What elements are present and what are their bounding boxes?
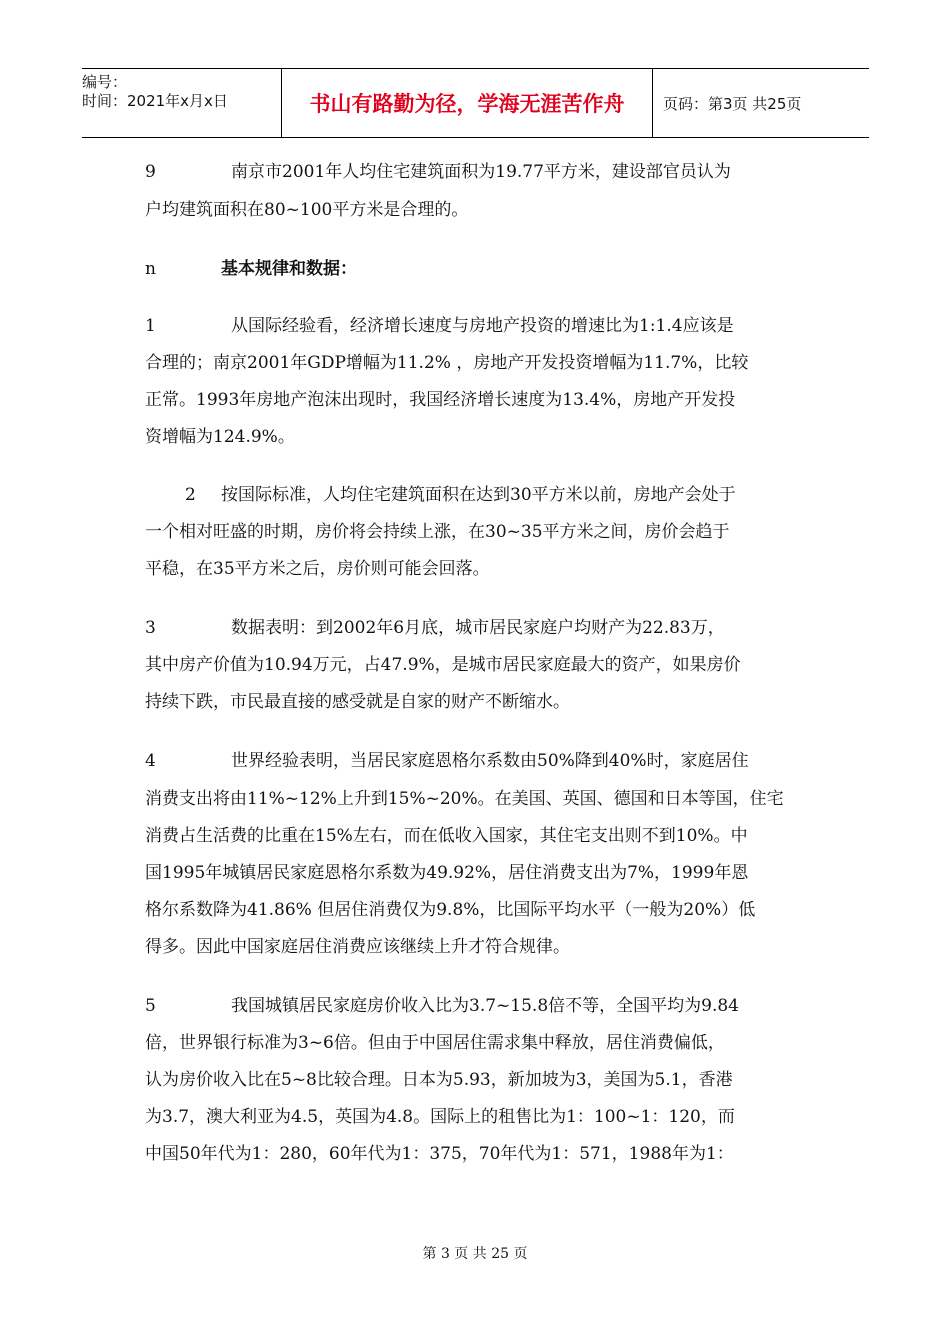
paragraph-number: 2 [185,485,196,505]
paragraph-5-line-4: 为3.7，澳大利亚为4.5，英国为4.8。国际上的租售比为1：100~1：120，而 [145,1107,735,1127]
paragraph-5-line-2: 倍，世界银行标准为3~6倍。但由于中国居住需求集中释放，居住消费偏低， [145,1033,725,1053]
paragraph-text: 我国城镇居民家庭房价收入比为3.7~15.8倍不等，全国平均为9.84 [231,996,739,1016]
paragraph-text: 世界经验表明，当居民家庭恩格尔系数由50%降到40%时，家庭居住 [231,751,749,771]
header-motto-cell [282,69,653,137]
paragraph-4-line-3: 消费占生活费的比重在15%左右，而在低收入国家，其住宅支出则不到10%。中 [145,826,748,846]
section-title: 基本规律和数据： [221,259,357,279]
paragraph-4-line-1 [145,748,749,774]
paragraph-1-line-1 [145,313,734,339]
paragraph-2-line-2: 一个相对旺盛的时期，房价将会持续上涨，在30~35平方米之间，房价会趋于 [145,522,730,542]
header-page-cell [653,69,869,137]
paragraph-3-line-2: 其中房产价值为10.94万元，占47.9%，是城市居民家庭最大的资产，如果房价 [145,655,741,675]
paragraph-1-line-3: 正常。1993年房地产泡沫出现时，我国经济增长速度为13.4%，房地产开发投 [145,390,736,410]
page-footer: 第 3 页 共 25 页 [422,1246,528,1262]
header-motto: 书山有路勤为径，学海无涯苦作舟 [309,92,625,116]
paragraph-number: 5 [145,996,156,1016]
paragraph-5-line-3: 认为房价收入比在5~8比较合理。日本为5.93，新加坡为3，美国为5.1，香港 [145,1070,733,1090]
paragraph-text: 南京市2001年人均住宅建筑面积为19.77平方米，建设部官员认为 [231,162,731,182]
paragraph-number: 1 [145,316,156,336]
paragraph-number: 4 [145,751,156,771]
paragraph-1-line-2: 合理的；南京2001年GDP增幅为11.2% ，房地产开发投资增幅为11.7%，比较 [145,353,749,373]
header-page-info: 页码：第3页 共25页 [663,94,802,113]
paragraph-1-line-4: 资增幅为124.9%。 [145,427,295,447]
paragraph-9-line-2: 户均建筑面积在80~100平方米是合理的。 [145,200,469,220]
paragraph-4-line-6: 得多。因此中国家庭居住消费应该继续上升才符合规律。 [145,937,570,957]
paragraph-number: 3 [145,618,156,638]
paragraph-text: 按国际标准，人均住宅建筑面积在达到30平方米以前，房地产会处于 [221,485,736,505]
paragraph-5-line-1 [145,993,739,1019]
paragraph-3-line-3: 持续下跌，市民最直接的感受就是自家的财产不断缩水。 [145,692,570,712]
paragraph-4-line-5: 格尔系数降为41.86% 但居住消费仅为9.8%，比国际平均水平（一般为20%）低 [145,900,756,920]
paragraph-2-line-1 [185,482,736,508]
document-date: 时间：2021年x月x日 [82,92,228,110]
page-header [82,68,869,138]
paragraph-5-line-5: 中国50年代为1：280，60年代为1：375，70年代为1：571，1988年为1： [145,1144,734,1164]
paragraph-text: 从国际经验看，经济增长速度与房地产投资的增速比为1:1.4应该是 [231,316,734,336]
section-bullet: n [145,259,156,279]
paragraph-9-line-1 [145,159,731,185]
paragraph-number: 9 [145,162,156,182]
paragraph-4-line-2: 消费支出将由11%~12%上升到15%~20%。在美国、英国、德国和日本等国，住宅 [145,789,784,809]
paragraph-4-line-4: 国1995年城镇居民家庭恩格尔系数为49.92%，居住消费支出为7%，1999年恩 [145,863,749,883]
paragraph-text: 数据表明：到2002年6月底，城市居民家庭户均财产为22.83万， [231,618,725,638]
section-heading [145,256,357,282]
header-meta-cell [82,69,282,137]
paragraph-2-line-3: 平稳，在35平方米之后，房价则可能会回落。 [145,559,490,579]
document-number-label: 编号： [82,73,128,91]
paragraph-3-line-1 [145,615,725,641]
